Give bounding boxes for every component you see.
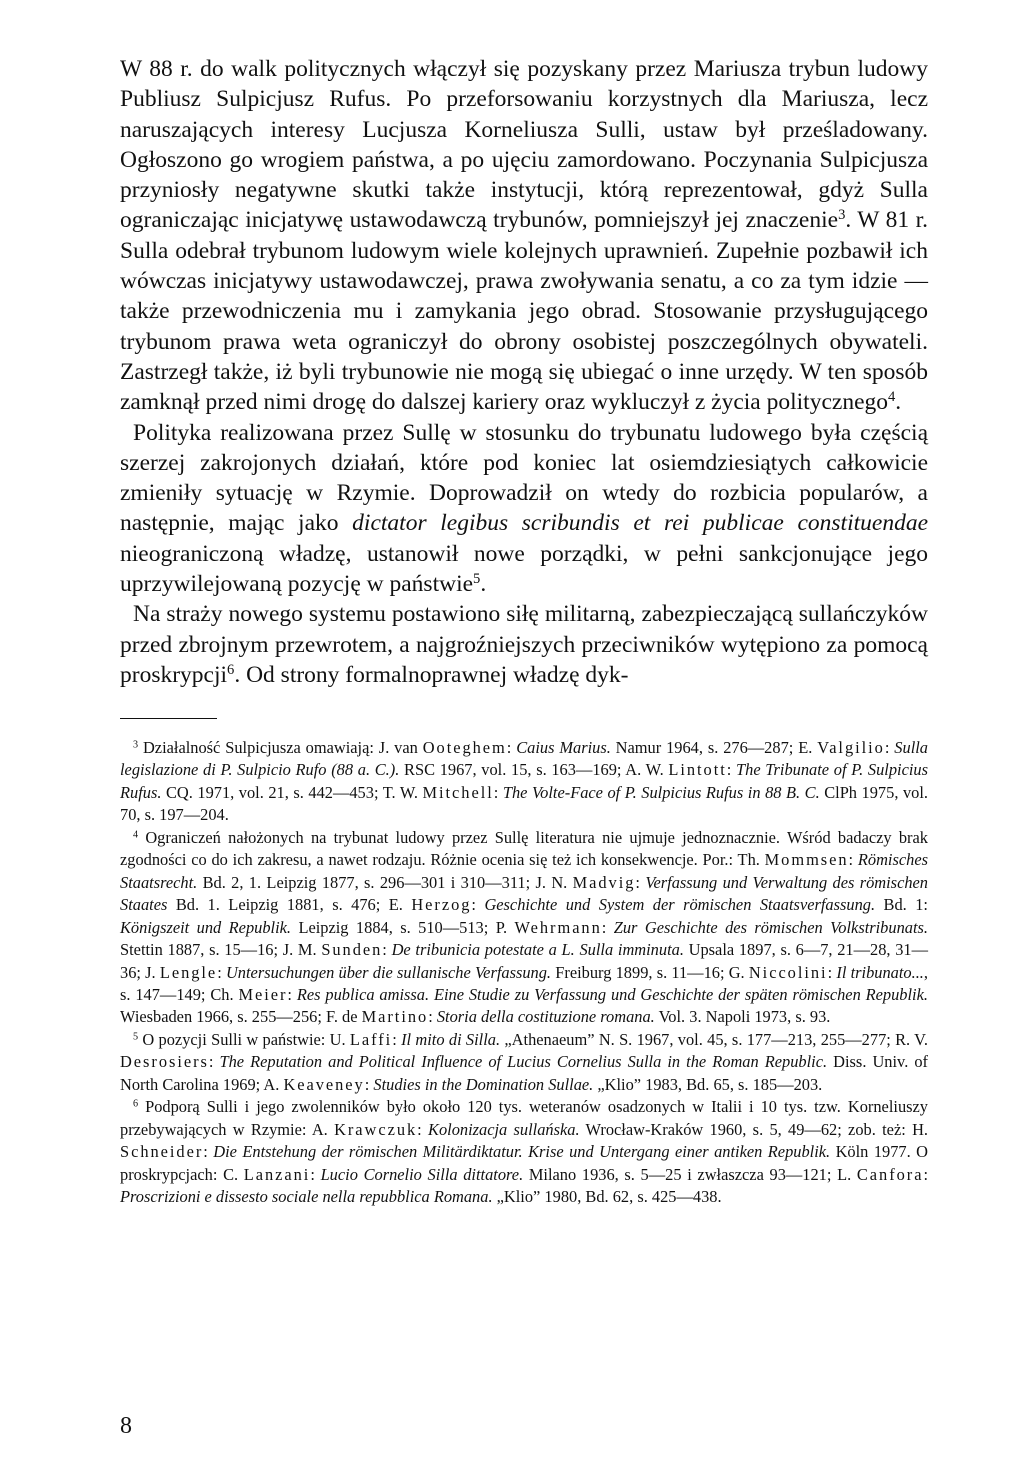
text-run: : bbox=[217, 962, 226, 982]
text-run: Upsala 1897, s. 6—7, 21—28, 31—36; J. bbox=[120, 940, 928, 982]
text-run: Valgilio bbox=[817, 738, 885, 757]
text-run: : bbox=[923, 1164, 929, 1184]
text-run: O pozycji Sulli w państwie: U. bbox=[138, 1029, 350, 1049]
text-run: Niccolini bbox=[748, 962, 828, 982]
text-run: W 88 r. do walk politycznych włączył się pozyskany przez Mariusza trybun ludowy Publiusz Sulpicjusz Rufus. Po przeforsowaniu korzystnych dla Mariusza, lecz naruszających interesy Lucjusza Korneliusza Sulli, ustaw był prześladowany. Ogłoszono go wrogiem państwa, a po ujęciu zamordowano. Poczynania Sulpicjusza przyniosły negatywne skutki także instytucji, którą reprezentował, gdyż Sulla ograniczając inicjatywę ustawodawczą trybunów, pomniejszył jej znaczenie bbox=[120, 56, 928, 234]
text-run: Proscrizioni e dissesto sociale nella repubblica Romana. bbox=[120, 1187, 493, 1207]
text-run: Caius Marius. bbox=[516, 738, 611, 757]
text-run: . Od strony formalnoprawnej władzę dyk- bbox=[234, 661, 629, 688]
text-run: „Athenaeum” N. S. 1967, vol. 45, s. 177—213, 255—277; R. V. bbox=[500, 1029, 928, 1049]
text-run: CQ. 1971, vol. 21, s. 442—453; T. W. bbox=[161, 782, 423, 802]
text-run: : bbox=[392, 1029, 402, 1049]
footnote-5 bbox=[120, 1029, 928, 1096]
footnote-6 bbox=[120, 1096, 928, 1208]
text-run: Lucio Cornelio Silla dittatore. bbox=[320, 1164, 524, 1184]
text-run: Bd. 1. Leipzig 1881, s. 476; E. bbox=[167, 895, 412, 915]
text-run: Königszeit und Republik. bbox=[120, 917, 292, 937]
text-run: Działalność Sulpicjusza omawiają: J. van bbox=[138, 738, 423, 757]
text-run: Bd. 1: bbox=[875, 895, 928, 915]
text-run: De tribunicia potestate a L. Sulla imminuta. bbox=[391, 940, 684, 960]
text-run: Sulla legislazione di P. Sulpicio Rufo (88 a. C.). bbox=[120, 738, 928, 780]
text-run: Wehrmann bbox=[514, 917, 602, 937]
text-run: . bbox=[895, 389, 902, 416]
text-run: Storia della costituzione romana. bbox=[436, 1007, 655, 1027]
text-run: Ooteghem bbox=[422, 738, 507, 757]
text-run: Canfora bbox=[856, 1164, 924, 1184]
text-run: : bbox=[417, 1119, 429, 1139]
text-run: : bbox=[203, 1142, 214, 1162]
text-run: : bbox=[726, 760, 737, 780]
text-run: Sunden bbox=[321, 940, 383, 960]
text-run: : bbox=[287, 984, 297, 1004]
text-run: Laffi bbox=[349, 1029, 393, 1049]
text-run: Zur Geschichte des römischen Volkstribunats. bbox=[613, 917, 928, 937]
text-run: Lanzani bbox=[243, 1164, 311, 1184]
text-run: : bbox=[635, 872, 646, 892]
footnote-marker: 4 bbox=[133, 829, 139, 841]
text-run: Wiesbaden 1966, s. 255—256; F. de bbox=[120, 1007, 362, 1027]
text-run: Die Entstehung der römischen Militärdiktatur. Krise und Untergang einer antiken Republik. bbox=[213, 1142, 831, 1162]
paragraph-2 bbox=[120, 418, 928, 600]
paragraph-1 bbox=[120, 54, 928, 418]
text-run: : bbox=[493, 782, 503, 802]
text-run: Bd. 2, 1. Leipzig 1877, s. 296—301 i 310—311; J. N. bbox=[197, 872, 573, 892]
text-run: The Volte-Face of P. Sulpicius Rufus in 88 B. C. bbox=[502, 782, 820, 802]
text-run: Ograniczeń nałożonych na trybunat ludowy przez Sullę literatura nie ujmuje jednoznacznie. Wśród badaczy brak zgodności co do ich zakresu, a nawet rodzaju. Różnie ocenia się też ich konsekwencje. Por.: Th. bbox=[120, 827, 928, 870]
text-run: : bbox=[601, 917, 614, 937]
text-run: Wrocław-Kraków 1960, s. 5, 49—62; zob. też: H. bbox=[579, 1119, 929, 1139]
text-run: Il mito di Silla. bbox=[401, 1029, 501, 1049]
text-run: Meier bbox=[238, 984, 288, 1004]
text-run: Krawczuk bbox=[334, 1119, 418, 1139]
text-run: : bbox=[827, 962, 837, 982]
text-run: Milano 1936, s. 5—25 i zwłaszcza 93—121; L. bbox=[523, 1164, 857, 1184]
text-run: „Klio” 1983, Bd. 65, s. 185—203. bbox=[593, 1074, 823, 1094]
text-run: ClPh 1975, vol. 70, s. 197—204. bbox=[120, 782, 928, 825]
footnote-marker: 4 bbox=[888, 389, 896, 406]
text-run: , s. 147—149; Ch. bbox=[120, 962, 929, 1004]
footnote-3 bbox=[120, 737, 928, 827]
footnote-marker: 6 bbox=[133, 1098, 139, 1110]
text-run: . bbox=[480, 571, 487, 598]
text-run: Martino bbox=[361, 1007, 429, 1027]
text-run: : bbox=[506, 738, 517, 757]
footnote-marker: 5 bbox=[473, 571, 481, 588]
text-run: Studies in the Domination Sullae. bbox=[373, 1074, 594, 1094]
text-run: Geschichte und System der römischen Staatsverfassung. bbox=[484, 895, 876, 915]
text-run: Diss. Univ. of North Carolina 1969; A. bbox=[120, 1052, 928, 1094]
text-run: RSC 1967, vol. 15, s. 163—169; A. W. bbox=[399, 760, 669, 780]
text-run: : bbox=[382, 940, 392, 960]
text-run: Untersuchungen über die sullanische Verfassung. bbox=[225, 962, 552, 982]
text-run: The Reputation and Political Influence of Lucius Cornelius Sulla in the Roman Republic. bbox=[219, 1052, 828, 1072]
main-text bbox=[120, 54, 928, 690]
text-run: Vol. 3. Napoli 1973, s. 93. bbox=[654, 1007, 831, 1027]
text-run: : bbox=[208, 1052, 220, 1072]
text-run: Herzog bbox=[411, 895, 472, 915]
text-run: Stettin 1887, s. 15—16; J. M. bbox=[120, 940, 322, 960]
text-run: Na straży nowego systemu postawiono siłę militarną, zabezpieczającą sullańczyków przed zbrojnym przewrotem, a najgroźniejszych przeciwników wytępiono za pomocą proskrypcji bbox=[120, 601, 928, 688]
text-run: Mitchell bbox=[422, 782, 494, 802]
text-run: dictator legibus scribundis et rei publicae constituendae bbox=[352, 510, 928, 537]
page-number: 8 bbox=[120, 1413, 132, 1439]
footnotes bbox=[120, 737, 928, 1209]
text-run: Lengle bbox=[159, 962, 218, 982]
text-run: Mommsen bbox=[764, 850, 849, 870]
text-run: Podporą Sulli i jego zwolenników było około 120 tys. weteranów osadzonych w Italii i 10 tys. tzw. Korneliuszy przebywających w Rzymie: A. bbox=[120, 1097, 928, 1139]
text-run: Schneider bbox=[120, 1142, 204, 1162]
text-run: : bbox=[310, 1164, 321, 1184]
footnote-marker: 5 bbox=[133, 1031, 139, 1043]
text-run: Polityka realizowana przez Sullę w stosunku do trybunatu ludowego była częścią szerzej zakrojonych działań, które pod koniec lat osiemdziesiątych całkowicie zmieniły sytuację w Rzymie. Doprowadził on wtedy do rozbicia popularów, a następnie, mając jako bbox=[120, 419, 928, 537]
paragraph-3 bbox=[120, 599, 928, 690]
text-run: Lintott bbox=[668, 760, 727, 780]
footnote-4 bbox=[120, 827, 928, 1029]
text-run: Römisches Staatsrecht. bbox=[120, 850, 928, 892]
footnote-marker: 6 bbox=[227, 661, 235, 678]
text-run: : bbox=[884, 738, 895, 757]
text-run: Res publica amissa. Eine Studie zu Verfassung und Geschichte der späten römischen Republik. bbox=[296, 984, 928, 1004]
footnote-separator bbox=[120, 718, 217, 719]
text-run: : bbox=[471, 895, 485, 915]
text-run: : bbox=[848, 850, 858, 870]
text-run: : bbox=[428, 1007, 437, 1027]
footnote-marker: 3 bbox=[838, 207, 846, 224]
text-run: . W 81 r. Sulla odebrał trybunom ludowym wiele kolejnych uprawnień. Zupełnie pozbawił ich wówczas inicjatywy ustawodawczej, prawa zwoływania senatu, a co za tym idzie — także przewodniczenia mu i zamykania jego obrad. Stosowanie przysługującego trybunom prawa weta ograniczył do obrony osobistej poszczególnych obywateli. Zastrzegł także, iż byli trybunowie nie mogą się ubiegać o inne urzędy. W ten sposób zamknął przed nimi drogę do dalszej kariery oraz wykluczył z życia politycznego bbox=[120, 207, 928, 416]
text-run: Köln 1977. O proskrypcjach: C. bbox=[120, 1142, 928, 1184]
text-run: Desrosiers bbox=[120, 1052, 209, 1072]
text-run: Leipzig 1884, s. 510—513; P. bbox=[291, 917, 515, 937]
text-run: : bbox=[364, 1074, 374, 1094]
footnote-marker: 3 bbox=[133, 739, 139, 751]
text-run: Verfassung und Verwaltung des römischen Staates bbox=[120, 872, 929, 915]
text-run: Freiburg 1899, s. 11—16; G. bbox=[551, 962, 749, 982]
text-run: „Klio” 1980, Bd. 62, s. 425—438. bbox=[492, 1187, 722, 1207]
text-run: Madvig bbox=[572, 872, 636, 892]
text-run: Keaveney bbox=[283, 1074, 365, 1094]
text-run: Namur 1964, s. 276—287; E. bbox=[610, 738, 818, 757]
text-run: Kolonizacja sullańska. bbox=[428, 1119, 580, 1139]
text-run: The Tribunate of P. Sulpicius Rufus. bbox=[120, 760, 928, 802]
text-run: Il tribunato... bbox=[836, 962, 924, 982]
text-run: nieograniczoną władzę, ustanowił nowe porządki, w pełni sankcjonujące jego uprzywilejowaną pozycję w państwie bbox=[120, 540, 928, 598]
